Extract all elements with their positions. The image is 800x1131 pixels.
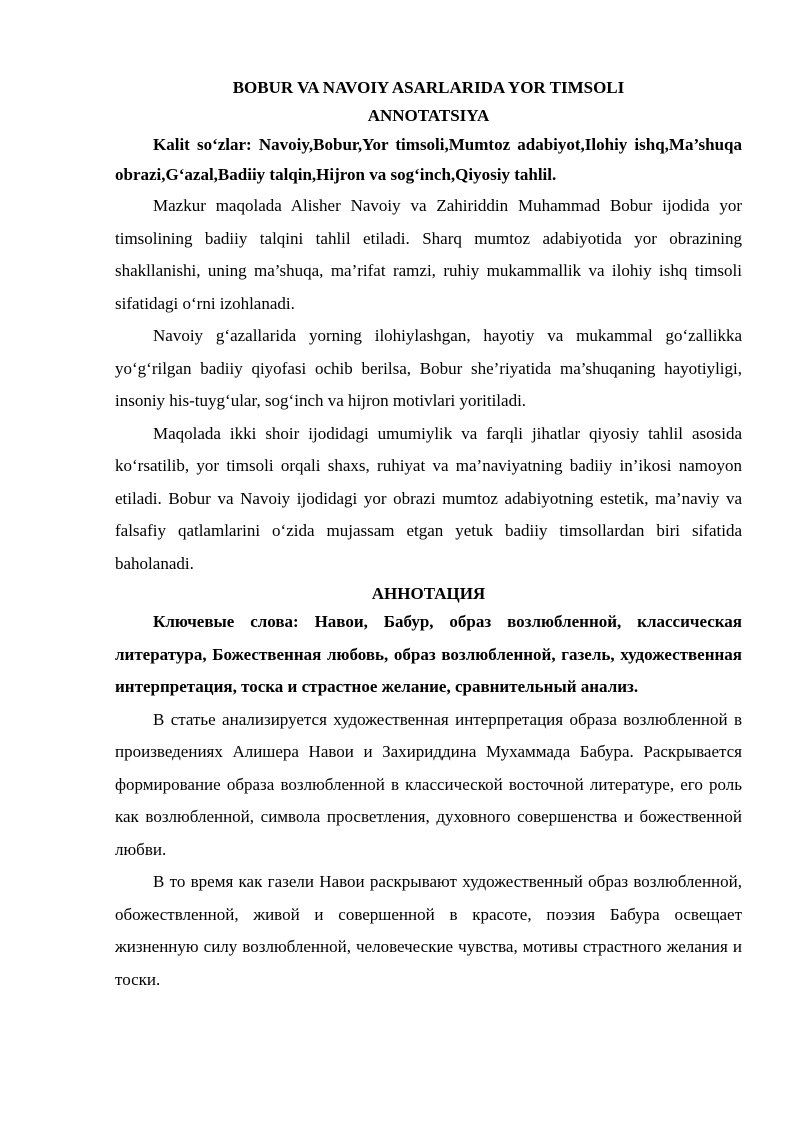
article-title: BOBUR VA NAVOIY ASARLARIDA YOR TIMSOLI [232,78,625,97]
russian-annotation-heading: АННОТАЦИЯ [371,584,486,603]
uzbek-paragraph-1: Mazkur maqolada Alisher Navoiy va Zahiriddin Muhammad Bobur ijodida yor timsolining badiiy talqini tahlil etiladi. Sharq mumtoz adabiyotida yor obrazining shakllanishi, uning ma’shuqa, ma’rifat ramzi, ruhiy mukammallik va ilohiy ishq timsoli sifatidagi o‘rni izohlanadi. [115,196,742,313]
uzbek-annotation-heading: ANNOTATSIYA [367,106,490,125]
russian-paragraph-1: В статье анализируется художественная интерпретация образа возлюбленной в произведениях Алишера Навои и Захириддина Мухаммада Бабура. Раскрывается формирование образа возлюбленной в классической восточной литературе, его роль как возлюбленной, символа просветления, духовного совершенства и божественной любви. [115,709,742,859]
russian-keywords: Ключевые слова: Навои, Бабур, образ возлюбленной, классическая литература, Божественная любовь, образ возлюбленной, газель, художественная интерпретация, тоска и страстное желание, сравнительный анализ. [115,612,742,696]
document-body [115,76,742,996]
russian-paragraph-2: В то время как газели Навои раскрывают художественный образ возлюбленной, обожествленной, живой и совершенной в красоте, поэзия Бабура освещает жизненную силу возлюбленной, человеческие чувства, мотивы страстного желания и тоски. [115,872,742,989]
uzbek-keywords: Kalit so‘zlar: Navoiy,Bobur,Yor timsoli,Mumtoz adabiyot,Ilohiy ishq,Ma’shuqa obrazi,G‘azal,Badiiy talqin,Hijron va sog‘inch,Qiyosiy tahlil. [115,135,742,184]
uzbek-paragraph-3: Maqolada ikki shoir ijodidagi umumiylik va farqli jihatlar qiyosiy tahlil asosida ko‘rsatilib, yor timsoli orqali shaxs, ruhiyat va ma’naviyatning badiiy in’ikosi namoyon etiladi. Bobur va Navoiy ijodidagi yor obrazi mumtoz adabiyotning estetik, ma’naviy va falsafiy qatlamlarini o‘zida mujassam etgan yetuk badiiy timsollardan biri sifatida baholanadi. [115,423,742,573]
uzbek-paragraph-2: Navoiy g‘azallarida yorning ilohiylashgan, hayotiy va mukammal go‘zallikka yo‘g‘rilgan badiiy qiyofasi ochib berilsa, Bobur she’riyatida ma’shuqaning hayotiyligi, insoniy his-tuyg‘ular, sog‘inch va hijron motivlari yoritiladi. [115,326,742,410]
